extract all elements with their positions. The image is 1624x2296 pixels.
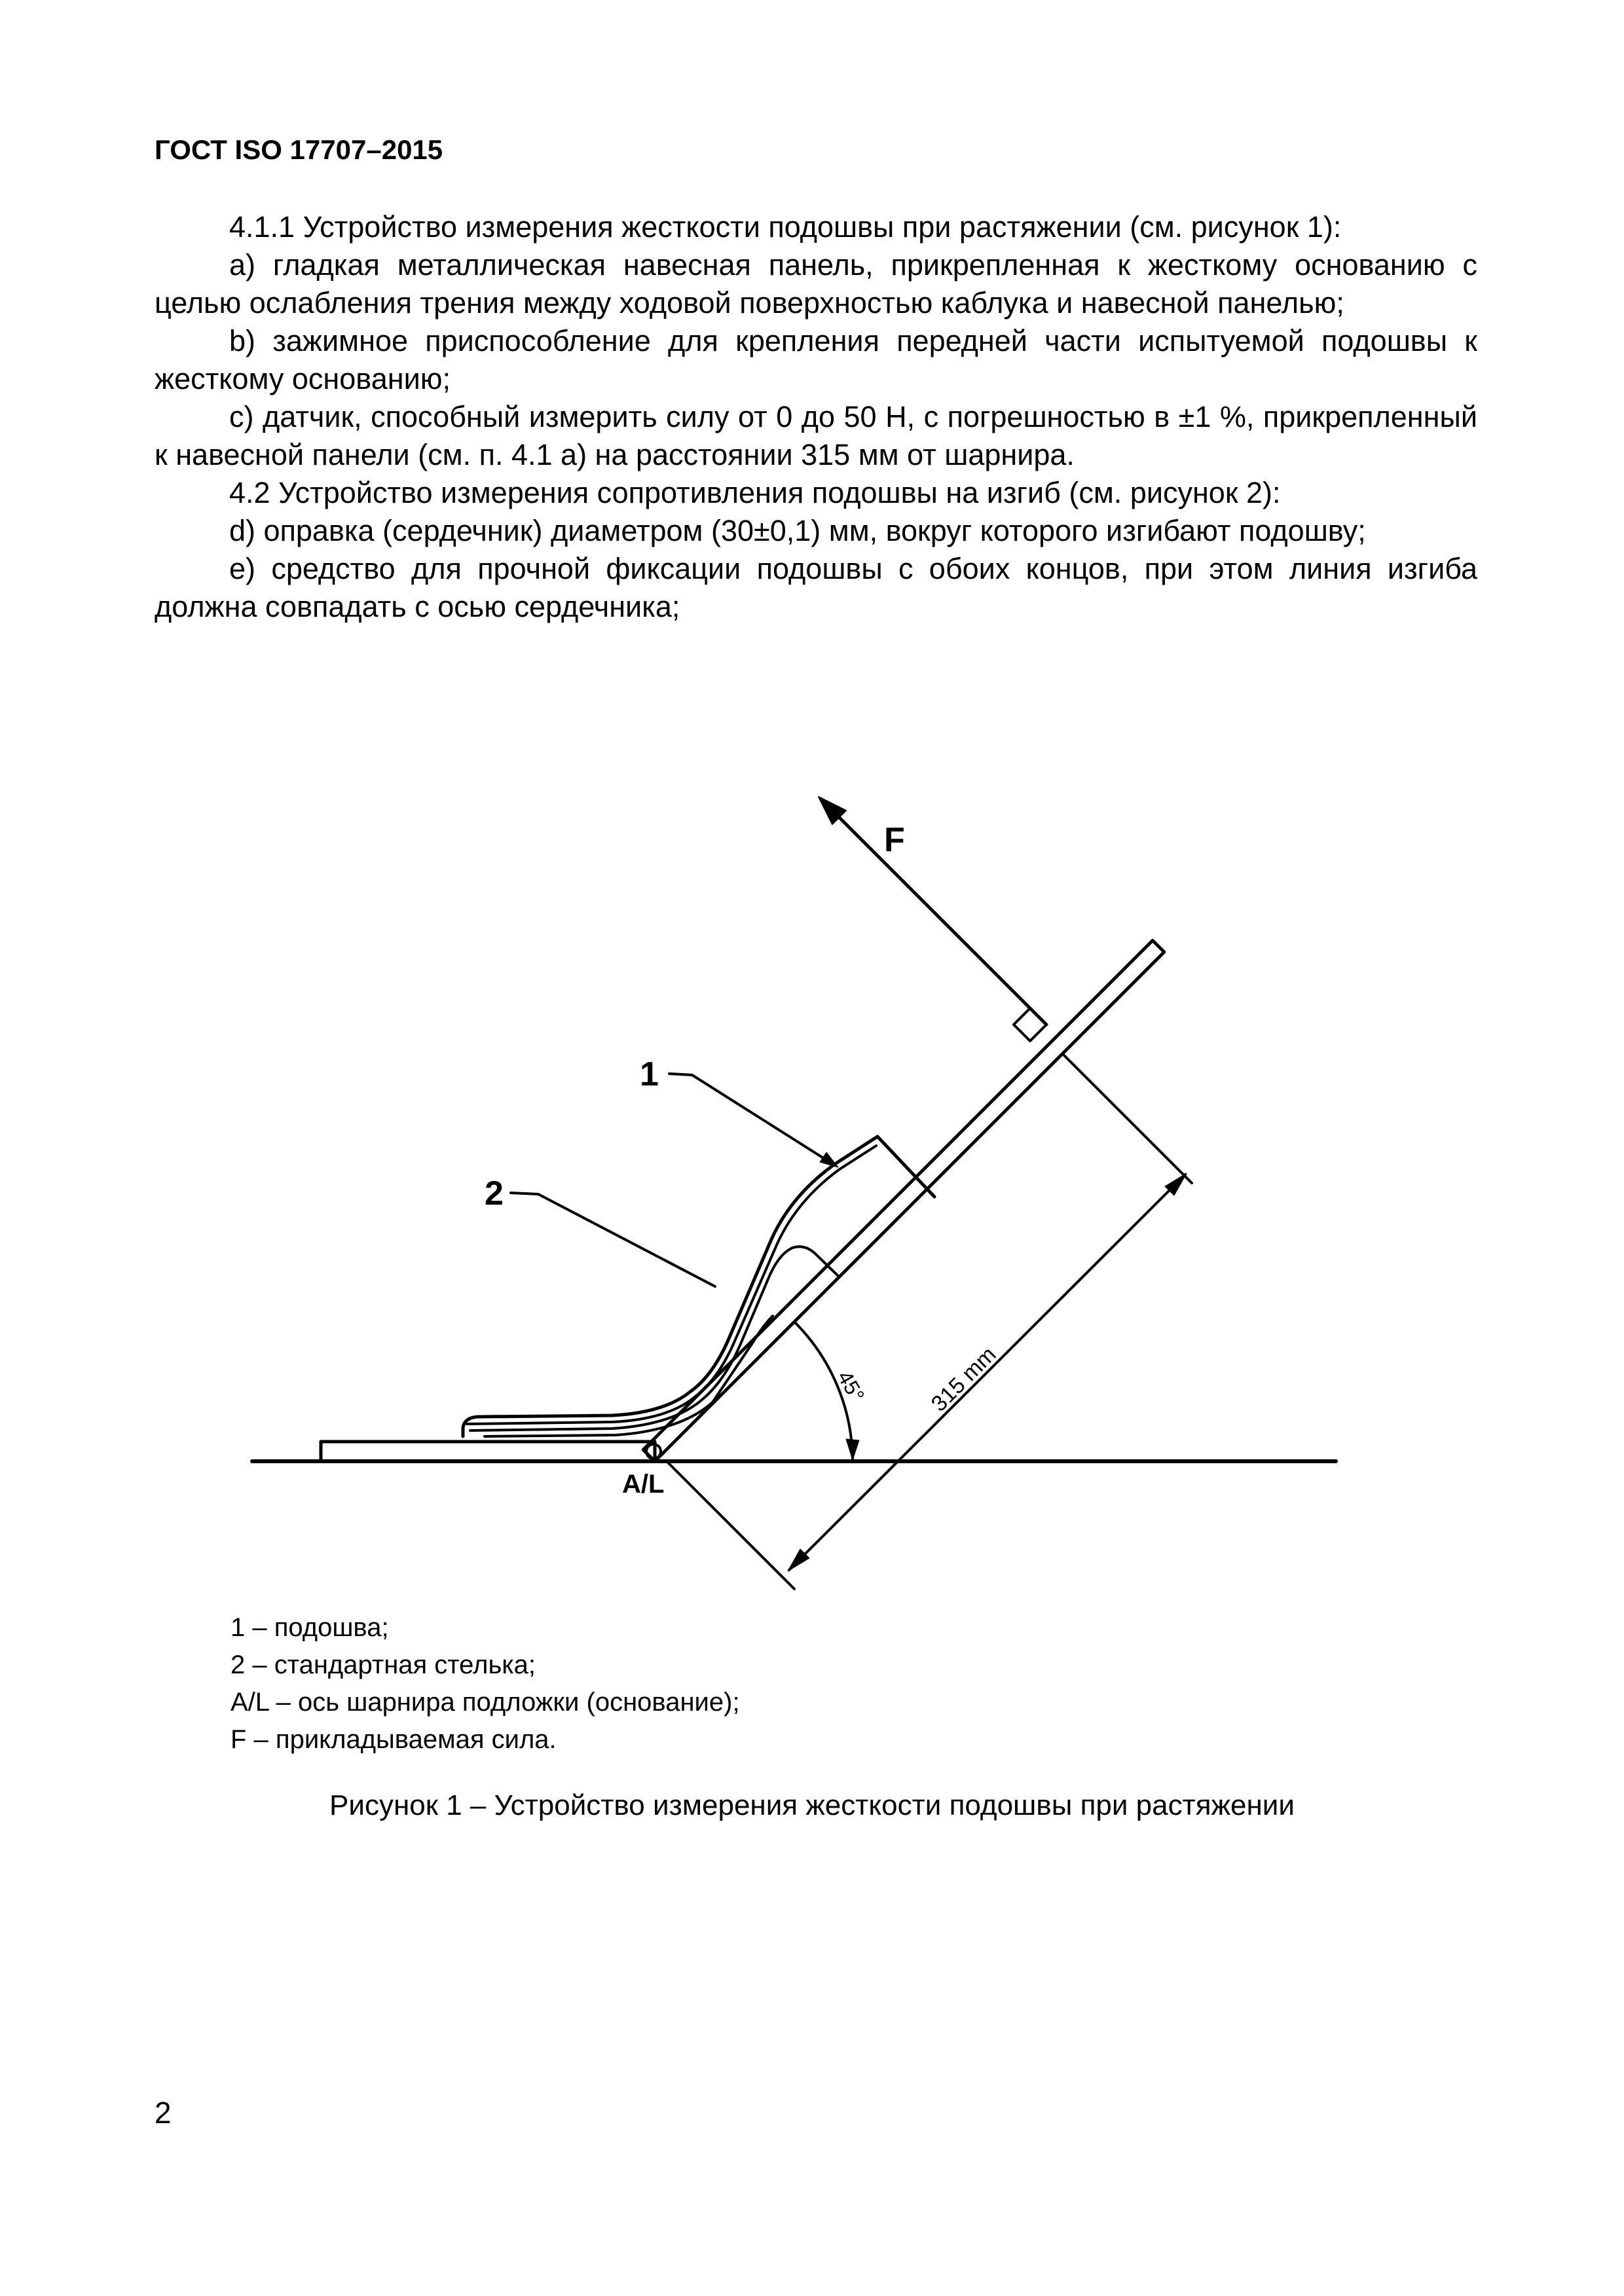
clamp-plate bbox=[321, 1442, 655, 1461]
leader-line-2 bbox=[511, 1193, 715, 1286]
angle-label: 45° bbox=[832, 1366, 870, 1406]
body-text bbox=[155, 208, 1477, 626]
paragraph-item-e: е) средство для прочной фиксации подошвы с обоих концов, при этом линия изгиба должна совпадать с осью сердечника; bbox=[155, 552, 1477, 623]
legend-item: 2 – стандартная стелька; bbox=[231, 1650, 536, 1679]
dimension-extension-bottom bbox=[667, 1461, 794, 1589]
paragraph-item-c: с) датчик, способный измерить силу от 0 до 50 Н, с погрешностью в ±1 %, прикрепленный к навесной панели (см. п. 4.1 а) на расстоянии 315 мм от шарнира. bbox=[155, 400, 1477, 471]
leader-line-1 bbox=[669, 1074, 835, 1165]
paragraph-item-d: d) оправка (сердечник) диаметром (30±0,1) мм, вокруг которого изгибают подошву; bbox=[229, 514, 1366, 547]
right-angle-marker bbox=[1014, 1008, 1046, 1041]
leader-arrow-1 bbox=[820, 1152, 838, 1167]
insole-outline bbox=[470, 1247, 838, 1430]
angle-arrow bbox=[846, 1439, 859, 1460]
label-2: 2 bbox=[485, 1175, 504, 1212]
legend-item: A/L – ось шарнира подложки (основание); bbox=[231, 1688, 740, 1717]
paragraph-4-2: 4.2 Устройство измерения сопротивления подошвы на изгиб (см. рисунок 2): bbox=[229, 476, 1281, 509]
paragraph-4-1-1: 4.1.1 Устройство измерения жесткости подошвы при растяжении (см. рисунок 1): bbox=[229, 210, 1342, 244]
figure-caption bbox=[0, 1789, 1624, 1822]
force-label: F bbox=[884, 821, 905, 859]
legend-item: 1 – подошва; bbox=[231, 1613, 389, 1642]
figure-1-drawing bbox=[0, 773, 1624, 1597]
label-1: 1 bbox=[640, 1055, 659, 1093]
dimension-extension-top bbox=[1064, 1055, 1192, 1183]
page-number: 2 bbox=[155, 2096, 172, 2130]
document-header: ГОСТ ISO 17707–2015 bbox=[155, 134, 443, 165]
figure-legend bbox=[231, 1609, 740, 1758]
hinge-label: A/L bbox=[622, 1470, 665, 1499]
force-vector bbox=[824, 803, 1046, 1025]
legend-item: F – прикладываемая сила. bbox=[231, 1725, 557, 1754]
distance-label: 315 mm bbox=[926, 1341, 1001, 1417]
hinged-panel bbox=[643, 941, 1164, 1461]
sole-outline-inner bbox=[467, 1146, 876, 1424]
paragraph-item-b: b) зажимное приспособление для крепления передней части испытуемой подошвы к жесткому основанию; bbox=[155, 324, 1477, 395]
paragraph-item-a: а) гладкая металлическая навесная панель, прикрепленная к жесткому основанию с целью ослабления трения между ходовой поверхностью каблука и навесной панелью; bbox=[155, 248, 1477, 319]
figure-caption-text: Рисунок 1 – Устройство измерения жесткости подошвы при растяжении bbox=[329, 1789, 1295, 1821]
figure-1 bbox=[0, 773, 1624, 1597]
